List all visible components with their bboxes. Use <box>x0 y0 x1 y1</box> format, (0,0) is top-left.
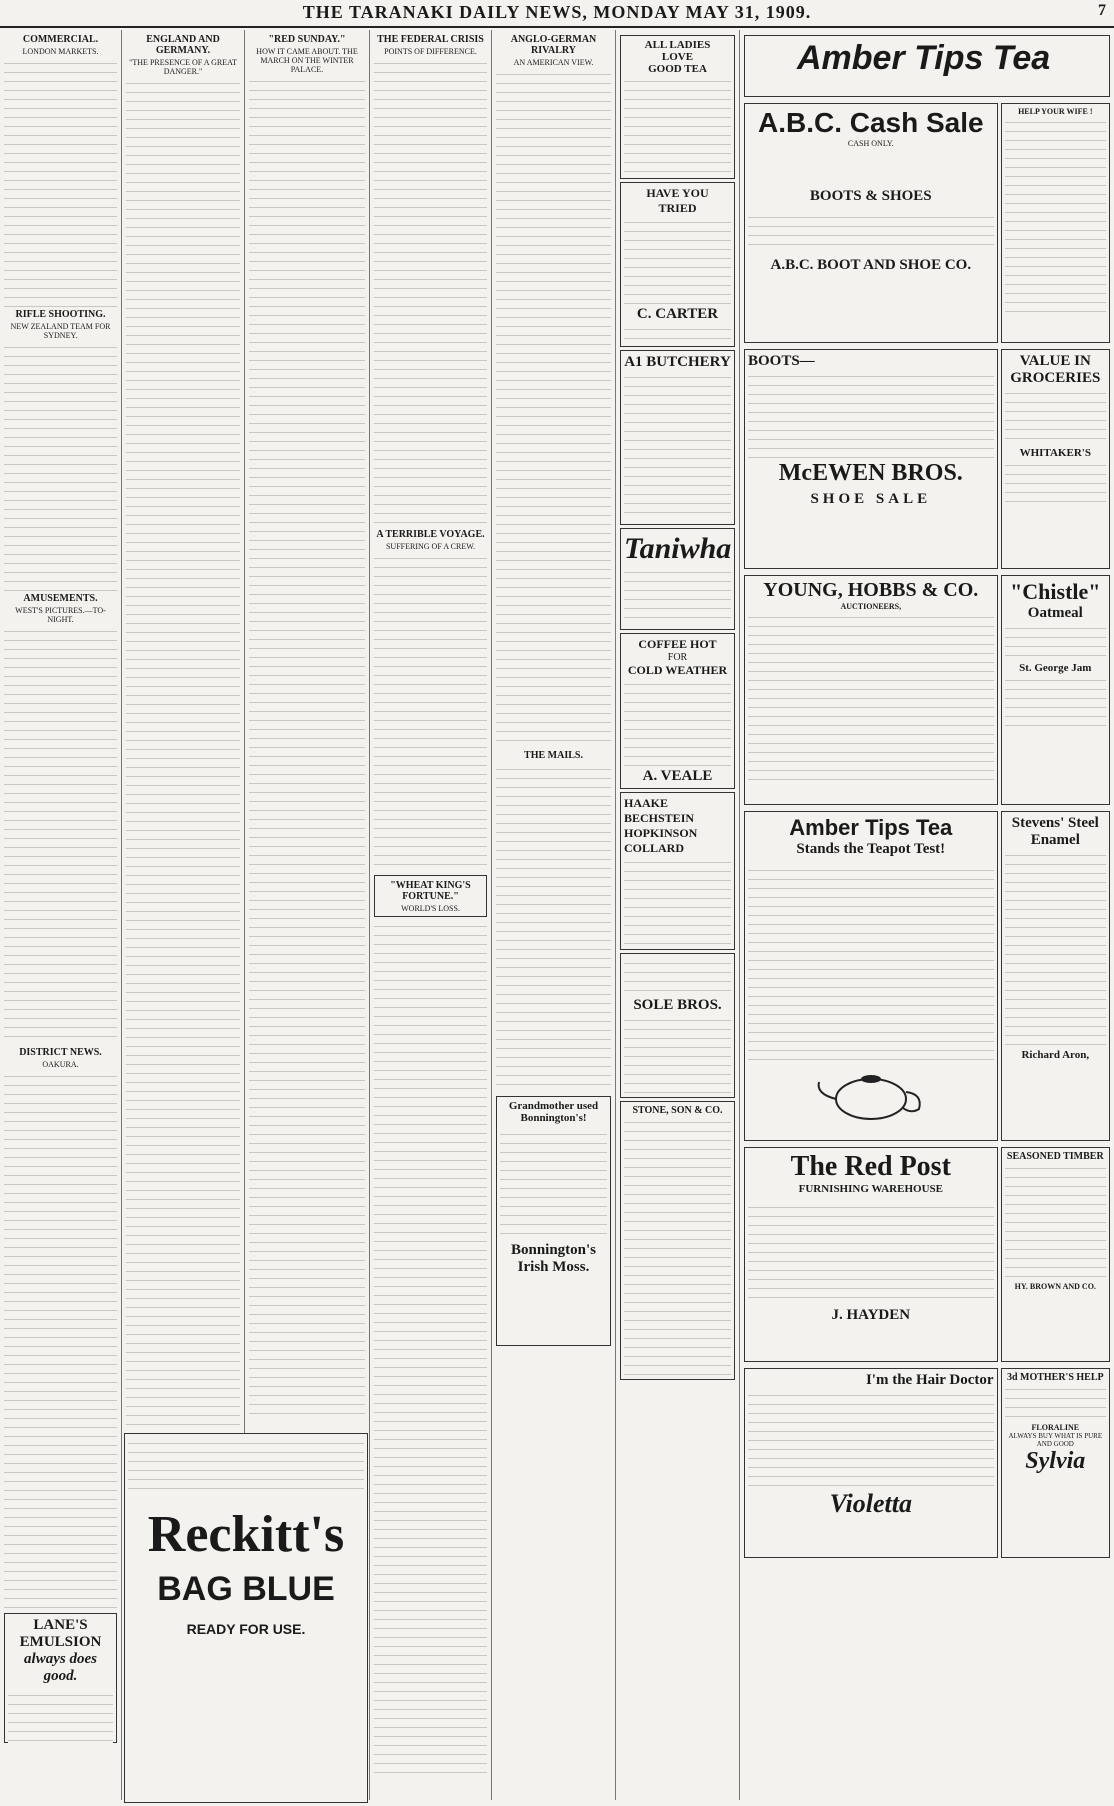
abc-cash-sale-ad <box>744 103 998 343</box>
shoe-sale-heading: SHOE SALE <box>810 491 932 507</box>
chistle-title: "Chistle" <box>1010 579 1101 604</box>
good-tea-ad <box>620 35 735 179</box>
heading-amusements: AMUSEMENTS. <box>23 593 98 604</box>
mails-text <box>496 763 611 1093</box>
sylvia-tagline: ALWAYS BUY WHAT IS PURE AND GOOD <box>1008 1432 1103 1448</box>
reckitts-subtitle: BAG BLUE <box>157 1570 335 1608</box>
abc-cash-sale-title: A.B.C. Cash Sale <box>757 107 984 138</box>
hy-brown: HY. BROWN AND CO. <box>1014 1282 1096 1291</box>
ad-line: GROCERIES <box>1010 370 1101 386</box>
amber-tips-top-ad <box>744 35 1110 97</box>
taniwha-title: Taniwha <box>624 532 732 565</box>
young-hobbs-ad <box>744 575 998 805</box>
mcewen-bros-ad <box>744 349 998 569</box>
stevens-enamel-ad <box>1001 811 1110 1141</box>
boots-heading: BOOTS— <box>748 353 815 369</box>
ad-line: ALL LADIES <box>644 39 711 51</box>
heading-commercial: COMMERCIAL. <box>22 34 99 45</box>
ad-line: GOOD TEA <box>648 63 707 75</box>
violetta-ad <box>744 1368 998 1558</box>
mothers-help: 3d MOTHER'S HELP <box>1006 1372 1104 1383</box>
ad-line: LOVE <box>661 51 694 63</box>
heading-district-news: DISTRICT NEWS. <box>19 1047 102 1058</box>
piano-brand: COLLARD <box>624 841 685 855</box>
heading-wheat-king: "WHEAT KING'S FORTUNE." <box>390 880 471 902</box>
ads-row-6 <box>744 1365 1110 1561</box>
oatmeal-title: Oatmeal <box>1027 605 1083 621</box>
heading-terrible-voyage: A TERRIBLE VOYAGE. <box>376 529 485 540</box>
lanes-emulsion-tagline: always does good. <box>24 1651 97 1684</box>
taniwha-ad <box>620 528 735 630</box>
article-text <box>126 77 240 1447</box>
article-text <box>374 920 487 1780</box>
subheading-great-danger: "THE PRESENCE OF A GREAT DANGER." <box>129 58 237 76</box>
bonnington-headline: Grandmother used Bonnington's! <box>508 1100 599 1124</box>
teapot-icon <box>811 1064 931 1124</box>
bonnington-ad <box>496 1096 611 1346</box>
column-7-ads <box>740 30 1114 1800</box>
article-text <box>496 68 611 748</box>
pianos-ad <box>620 792 735 950</box>
subheading-american-view: AN AMERICAN VIEW. <box>513 58 594 67</box>
heading-rifle-shooting: RIFLE SHOOTING. <box>15 309 106 320</box>
whitakers-ad <box>1001 349 1110 569</box>
heading-mails: THE MAILS. <box>524 750 583 761</box>
reckitts-tagline: READY FOR USE. <box>186 1621 306 1637</box>
piano-brand: BECHSTEIN <box>624 811 695 825</box>
young-hobbs-name: YOUNG, HOBBS & CO. <box>763 579 979 601</box>
article-text <box>4 341 117 591</box>
red-post-ad <box>744 1147 998 1362</box>
young-hobbs-sub: AUCTIONEERS, <box>840 602 902 611</box>
sole-bros-ad <box>620 953 735 1098</box>
subheading-suffering-crew: SUFFERING OF A CREW. <box>385 542 476 551</box>
cash-only-line: CASH ONLY. <box>847 139 894 148</box>
subheading-worlds-loss: WORLD'S LOSS. <box>401 904 460 913</box>
ad-line: HAVE YOU <box>646 186 709 200</box>
ad-line: VALUE IN <box>1019 353 1091 369</box>
amber-tips-2-title: Amber Tips Tea <box>789 815 953 840</box>
subheading-nz-team: NEW ZEALAND TEAM FOR SYDNEY. <box>10 322 111 340</box>
article-text <box>4 1070 117 1610</box>
reckitts-bag-blue-ad <box>124 1433 368 1803</box>
amber-tips-teapot-ad <box>744 811 998 1141</box>
richard-aron: Richard Aron, <box>1021 1049 1090 1061</box>
butchery-name: A1 BUTCHERY <box>624 354 731 370</box>
heading-federal-crisis: THE FEDERAL CRISIS <box>377 34 484 45</box>
hair-doctor: I'm the Hair Doctor <box>865 1372 994 1388</box>
ad-line: COLD WEATHER <box>627 663 728 677</box>
floraline: FLORALINE <box>1031 1423 1080 1432</box>
help-wife-heading: HELP YOUR WIFE ! <box>1018 107 1093 116</box>
article-text <box>4 625 117 1045</box>
ad-line: TRIED <box>658 201 697 215</box>
column-4 <box>370 30 492 1800</box>
subheading-points-of-difference: POINTS OF DIFFERENCE. <box>384 47 477 56</box>
whitakers-name: WHITAKER'S <box>1019 447 1091 459</box>
article-text <box>374 57 487 527</box>
subheading-oakura: OAKURA. <box>42 1060 79 1069</box>
article-text <box>249 75 365 1415</box>
ads-row-1 <box>744 100 1110 346</box>
subheading-london-markets: LONDON MARKETS. <box>22 47 99 56</box>
abc-store-name: A.B.C. BOOT AND SHOE CO. <box>770 257 972 273</box>
column-5 <box>492 30 616 1800</box>
hayden-name: J. HAYDEN <box>831 1307 911 1323</box>
timber-title: SEASONED TIMBER <box>1006 1151 1104 1162</box>
a1-butchery-ad <box>620 350 735 525</box>
stone-son-ad <box>620 1101 735 1380</box>
have-you-tried-ad <box>620 182 735 347</box>
stevens-title: Stevens' Steel Enamel <box>1011 815 1099 848</box>
boots-shoes-heading: BOOTS & SHOES <box>809 188 932 204</box>
coffee-ad <box>620 633 735 789</box>
page-number: 7 <box>1098 2 1106 19</box>
mothers-help-ad <box>1001 1368 1110 1558</box>
column-6 <box>616 30 740 1800</box>
carter-name: C. CARTER <box>636 306 719 322</box>
wheat-king-box <box>374 875 487 917</box>
piano-brand: HAAKE <box>624 796 669 810</box>
lanes-emulsion-title: LANE'S EMULSION <box>19 1617 102 1650</box>
article-text <box>374 552 487 872</box>
subheading-wests-pictures: WEST'S PICTURES.—TO-NIGHT. <box>15 606 106 624</box>
mcewen-name: McEWEN BROS. <box>778 460 963 486</box>
article-text <box>4 57 117 307</box>
heading-england-germany: ENGLAND AND GERMANY. <box>146 34 220 56</box>
chistle-oatmeal-ad <box>1001 575 1110 805</box>
teapot-test-heading: Stands the Teapot Test! <box>796 841 946 857</box>
subheading-march-winter-palace: HOW IT CAME ABOUT. THE MARCH ON THE WINTER PALACE. <box>256 47 358 74</box>
ad-line: COFFEE HOT <box>638 637 717 651</box>
lanes-emulsion-ad <box>4 1613 117 1743</box>
violetta-title: Violetta <box>829 1489 912 1518</box>
help-your-wife-ad <box>1001 103 1110 343</box>
ads-row-2 <box>744 346 1110 572</box>
column-1 <box>0 30 122 1800</box>
timber-ad <box>1001 1147 1110 1362</box>
stone-son-name: STONE, SON & CO. <box>632 1105 723 1116</box>
heading-anglo-german: ANGLO-GERMAN RIVALRY <box>510 34 597 56</box>
ads-row-5 <box>744 1144 1110 1365</box>
st-george-jam: St. George Jam <box>1019 662 1092 674</box>
piano-brand: HOPKINSON <box>624 826 698 840</box>
sylvia-title: Sylvia <box>1025 1448 1086 1474</box>
ads-row-3 <box>744 572 1110 808</box>
masthead-title: THE TARANAKI DAILY NEWS, MONDAY MAY 31, 1909. <box>302 2 812 22</box>
sole-bros-name: SOLE BROS. <box>633 997 722 1013</box>
bonnington-title: Bonnington's Irish Moss. <box>510 1242 597 1275</box>
ad-line: FOR <box>667 652 688 663</box>
masthead <box>0 0 1114 28</box>
amber-tips-title: Amber Tips Tea <box>797 39 1051 77</box>
red-post-title: The Red Post <box>790 1151 951 1182</box>
ads-row-4 <box>744 808 1110 1144</box>
heading-red-sunday: "RED SUNDAY." <box>268 34 346 45</box>
reckitts-title: Reckitt's <box>147 1506 345 1563</box>
veale-name: A. VEALE <box>642 768 713 784</box>
red-post-sub: FURNISHING WAREHOUSE <box>798 1183 943 1195</box>
